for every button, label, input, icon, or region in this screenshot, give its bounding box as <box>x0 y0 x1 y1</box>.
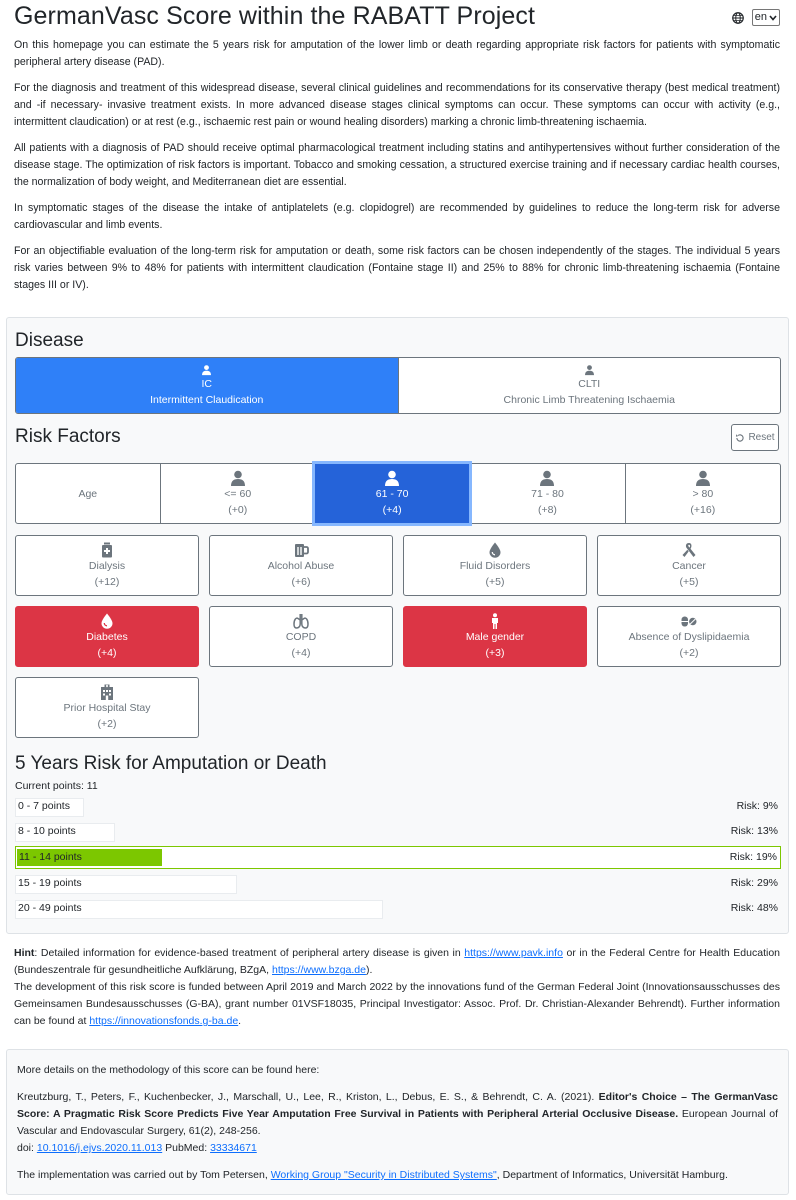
risk-row <box>15 823 781 842</box>
user-icon <box>384 470 400 486</box>
age-points: (+8) <box>537 503 557 516</box>
risk-row-value: Risk: 13% <box>730 825 778 837</box>
risk-factor-points: (+4) <box>97 646 117 659</box>
language-select[interactable] <box>752 9 780 26</box>
risk-row <box>15 900 781 919</box>
hospital-icon <box>99 684 115 700</box>
disease-option-clti[interactable] <box>398 358 781 413</box>
male-icon <box>487 613 503 629</box>
age-range: 71 - 80 <box>531 487 564 500</box>
risk-row-value: Risk: 19% <box>729 851 777 863</box>
age-range: 61 - 70 <box>375 487 409 500</box>
risk-factor-label: COPD <box>285 630 317 643</box>
age-range: > 80 <box>692 487 714 500</box>
pavk-link[interactable]: https://www.pavk.info <box>464 947 563 959</box>
risk-factors-heading: Risk Factors <box>15 426 121 447</box>
methodology-intro: More details on the methodology of this score can be found here: <box>17 1064 320 1076</box>
age-range: <= 60 <box>224 487 252 500</box>
calculator-panel <box>6 317 789 934</box>
risk-factor-alcohol-abuse[interactable] <box>209 535 393 596</box>
age-option-le-60[interactable] <box>160 464 315 523</box>
risk-factor-cancer[interactable] <box>597 535 781 596</box>
doi-label: doi: <box>17 1142 37 1154</box>
pubmed-label: PubMed: <box>162 1142 211 1154</box>
age-option-71-80[interactable] <box>469 464 624 523</box>
risk-factor-points: (+4) <box>291 646 311 659</box>
disease-option-short: IC <box>201 377 212 390</box>
intro-paragraph-5: For an objectifiable evaluation of the long-term risk for amputation or death, some risk factors can be chosen independently of the stages. The individual 5 years risk varies between 9% to 48% for patients with intermittent claudication (Fontaine stage II) and 25% to 88% for chronic limb-threatening ischaemia (Fontaine stages III or IV). <box>14 245 780 291</box>
implementation-end: , Department of Informatics, Universität Hamburg. <box>496 1169 728 1181</box>
chevron-down-icon <box>769 15 777 21</box>
pubmed-link[interactable]: 33334671 <box>210 1142 257 1154</box>
risk-factor-label: Alcohol Abuse <box>267 559 335 572</box>
implementation-text: The implementation was carried out by Tom Petersen, <box>17 1169 271 1181</box>
hint-label: Hint <box>14 947 35 959</box>
innovationsfonds-link[interactable]: https://innovationsfonds.g-ba.de <box>89 1015 239 1027</box>
risk-factor-points: (+12) <box>94 575 120 588</box>
hint-text <box>14 945 780 1030</box>
age-points: (+0) <box>228 503 248 516</box>
doi-link[interactable]: 10.1016/j.ejvs.2020.11.013 <box>36 1142 163 1154</box>
risk-factor-label: Cancer <box>672 559 706 572</box>
risk-factor-label: Dialysis <box>88 559 126 572</box>
globe-icon <box>732 12 744 24</box>
intro-paragraph-2: For the diagnosis and treatment of this widespread disease, several clinical guidelines and recommendations for its conservative therapy (best medical treatment) and -if necessary- invasive treatment exists. In more advanced disease stages clinical symptoms can occur. These symptoms can occur with activity (e.g., intermittent claudication) or at rest (e.g., ischaemic rest pain or wound healing disorders) marking a chronic limb-threatening ischaemia. <box>14 82 780 128</box>
user-icon <box>539 470 555 486</box>
citation-title: Editor's Choice – The GermanVasc Score: A Pragmatic Risk Score Predicts Five Year Amputation Free Survival in Patients with Peripheral Arterial Occlusive Disease. <box>17 1091 778 1120</box>
citation-authors: Kreutzburg, T., Peters, F., Kuchenbecker, J., Marschall, U., Lee, R., Kriston, L., Debus, E. S., & Behrendt, C. A. (2021). <box>17 1091 599 1103</box>
risk-row-value: Risk: 29% <box>730 877 778 889</box>
language-switcher <box>732 9 780 26</box>
risk-factor-label: Absence of Dyslipidaemia <box>628 630 750 643</box>
risk-factor-label: Fluid Disorders <box>459 559 531 572</box>
age-label-cell <box>16 464 160 523</box>
bzga-link[interactable]: https://www.bzga.de <box>272 964 366 976</box>
reset-icon <box>735 433 745 443</box>
age-points: (+16) <box>690 503 716 516</box>
risk-row-value: Risk: 9% <box>736 800 778 812</box>
disease-option-long: Chronic Limb Threatening Ischaemia <box>503 393 675 406</box>
user-icon <box>695 470 711 486</box>
risk-row-value: Risk: 48% <box>730 902 778 914</box>
risk-factor-absence-of-dyslipidaemia[interactable] <box>597 606 781 667</box>
age-option-gt-80[interactable] <box>625 464 780 523</box>
age-selector <box>15 463 781 524</box>
risk-factor-points: (+2) <box>679 646 699 659</box>
risk-factor-label: Male gender <box>465 630 525 643</box>
beer-icon <box>293 542 309 558</box>
risk-row-label: 0 - 7 points <box>18 800 70 812</box>
lungs-icon <box>293 613 309 629</box>
risk-row-current <box>15 846 781 869</box>
risk-factor-prior-hospital-stay[interactable] <box>15 677 199 738</box>
risk-factor-points: (+3) <box>485 646 505 659</box>
result-heading: 5 Years Risk for Amputation or Death <box>15 753 327 774</box>
user-icon <box>584 364 595 376</box>
reset-button[interactable] <box>731 424 779 451</box>
page-header <box>14 0 784 34</box>
language-value: en <box>754 11 767 24</box>
disease-option-ic[interactable] <box>16 358 398 413</box>
intro-paragraph-4: In symptomatic stages of the disease the intake of antiplatelets (e.g. clopidogrel) are recommended by guidelines to reduce the long-term risk for adverse cardiovascular and limb events. <box>14 202 780 231</box>
page-title: GermanVasc Score within the RABATT Project <box>14 2 536 30</box>
hint-text-1: : Detailed information for evidence-based treatment of peripheral artery disease is given in <box>34 947 465 959</box>
risk-factor-label: Prior Hospital Stay <box>63 701 151 714</box>
reset-label: Reset <box>748 432 775 443</box>
risk-factor-dialysis[interactable] <box>15 535 199 596</box>
pills-icon <box>681 613 697 629</box>
age-points: (+4) <box>382 503 402 516</box>
age-label: Age <box>78 487 98 500</box>
age-option-61-70[interactable] <box>315 464 469 523</box>
risk-row-label: 20 - 49 points <box>18 902 82 914</box>
user-icon <box>230 470 246 486</box>
working-group-link[interactable]: Working Group "Security in Distributed Systems" <box>270 1169 497 1181</box>
hint-text-5: . <box>238 1015 242 1027</box>
dialysis-icon <box>99 542 115 558</box>
funding-text: The development of this risk score is funded between April 2019 and March 2022 by the innovations fund of the German Federal Joint (Innovationsausschusses des Gemeinsamen Bundesausschusses (G-BA), grant number 01VSF18035, Principal Investigator: Assoc. Prof. Dr. Christian-Alexander Behrendt). Further information can be found at <box>14 981 780 1027</box>
hint-text-3: ). <box>365 964 373 976</box>
risk-factor-male-gender[interactable] <box>403 606 587 667</box>
droplet-icon <box>99 613 115 629</box>
intro-paragraph-3: All patients with a diagnosis of PAD should receive optimal pharmacological treatment including statins and antihypertensives without further consideration of the disease stage. The optimization of risk factors is important. Tobacco and smoking cessation, a structured exercise training and if necessary cardiac health courses, the normalization of body weight, and Mediterranean diet are essential. <box>14 142 780 188</box>
risk-row-label: 11 - 14 points <box>19 851 82 863</box>
citation <box>17 1089 778 1157</box>
risk-factor-points: (+5) <box>679 575 699 588</box>
intro-paragraph-1: On this homepage you can estimate the 5 years risk for amputation of the lower limb or death regarding appropriate risk factors for patients with symptomatic peripheral artery disease (PAD). <box>14 39 780 68</box>
risk-factor-points: (+2) <box>97 717 117 730</box>
risk-factor-copd[interactable] <box>209 606 393 667</box>
hint-text-2: or in the Federal Centre for Health Education (Bundeszentrale für gesundheitliche Aufklärung, BZgA, <box>14 947 780 976</box>
methodology-box <box>6 1049 789 1195</box>
droplet-icon <box>487 542 503 558</box>
disease-option-long: Intermittent Claudication <box>150 393 264 406</box>
current-points: Current points: 11 <box>15 780 98 792</box>
disease-selector <box>15 357 781 414</box>
implementation-credit <box>17 1167 778 1184</box>
disease-option-short: CLTI <box>578 377 601 390</box>
risk-row <box>15 875 781 894</box>
disease-heading: Disease <box>15 330 84 351</box>
risk-row <box>15 798 781 817</box>
intro-text <box>14 37 780 303</box>
user-icon <box>201 364 212 376</box>
risk-factor-points: (+5) <box>485 575 505 588</box>
ribbon-icon <box>681 542 697 558</box>
citation-journal: European Journal of Vascular and Endovascular Surgery, 61(2), 248-256. <box>17 1108 779 1137</box>
risk-row-label: 8 - 10 points <box>18 825 76 837</box>
risk-factor-label: Diabetes <box>86 630 128 643</box>
risk-row-label: 15 - 19 points <box>18 877 82 889</box>
risk-factor-diabetes[interactable] <box>15 606 199 667</box>
risk-factor-fluid-disorders[interactable] <box>403 535 587 596</box>
risk-factor-points: (+6) <box>291 575 311 588</box>
